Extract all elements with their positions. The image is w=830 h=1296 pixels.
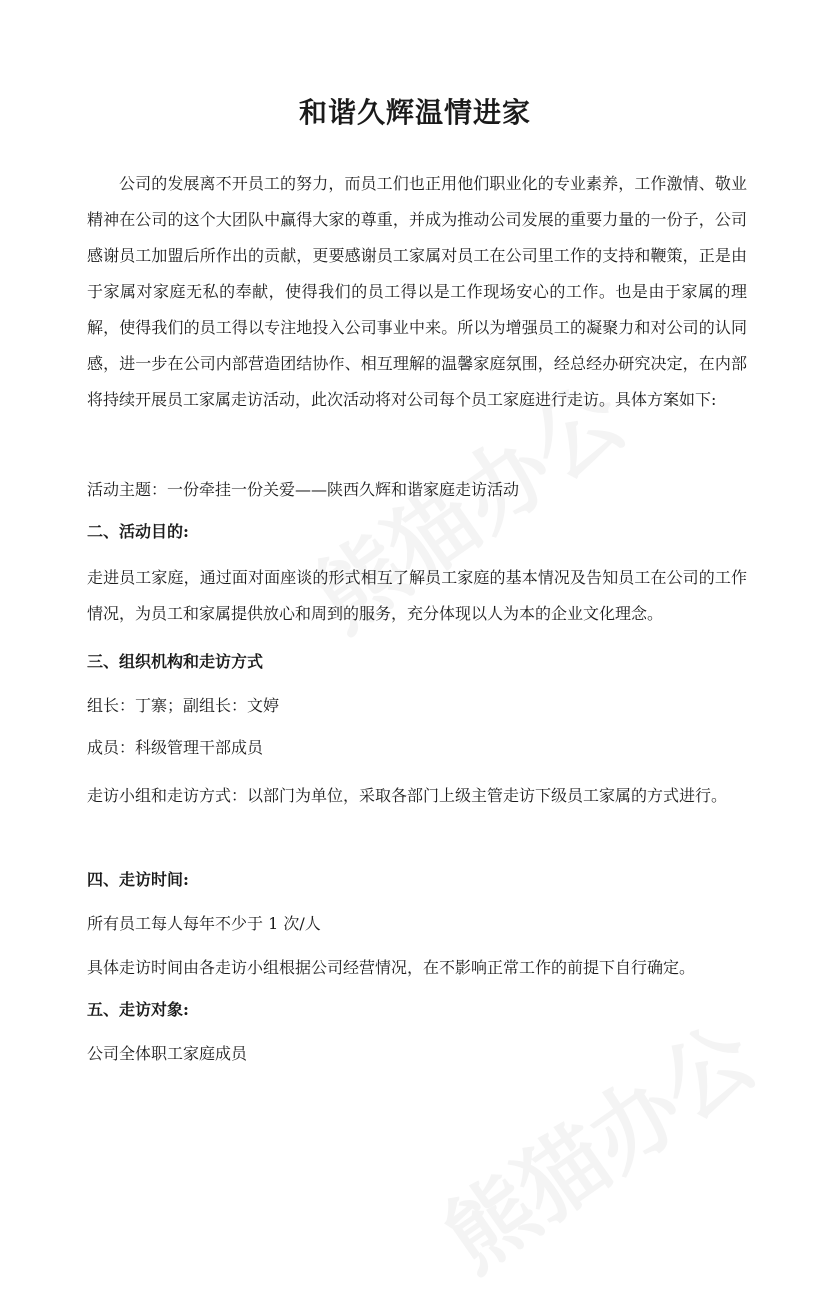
activity-theme: 活动主题：一份牵挂一份关爱——陕西久辉和谐家庭走访活动 — [87, 480, 520, 499]
section-3-leaders: 组长：丁寨；副组长：文婷 — [87, 696, 280, 715]
section-4-heading: 四、走访时间: — [87, 870, 189, 889]
watermark-logo — [416, 990, 777, 1295]
section-2-heading: 二、活动目的: — [87, 522, 189, 541]
section-2-text-content: 走进员工家庭，通过面对面座谈的形式相互了解员工家庭的基本情况及告知员工在公司的工作情况，为员工和家属提供放心和周到的服务，充分体现以人为本的企业文化理念。 — [87, 568, 747, 623]
section-3-method: 走访小组和走访方式：以部门为单位，采取各部门上级主管走访下级员工家属的方式进行。 — [87, 786, 728, 805]
section-4-schedule: 具体走访时间由各走访小组根据公司经营情况，在不影响正常工作的前提下自行确定。 — [87, 958, 696, 977]
section-3-members: 成员：科级管理干部成员 — [87, 738, 264, 757]
document-title: 和谐久辉温情进家 — [298, 96, 531, 129]
intro-paragraph: 公司的发展离不开员工的努力，而员工们也正用他们职业化的专业素养，工作激情、敬业精神在公司的这个大团队中赢得大家的尊重，并成为推动公司发展的重要力量的一份子，公司感谢员工加盟后所作出的贡献，更要感谢员工家属对员工在公司里工作的支持和鞭策，正是由于家属对家庭无私的奉献，使得我们的员工得以是工作现场安心的工作。也是由于家属的理解，使得我们的员工得以专注地投入公司事业中来。所以为增强员工的凝聚力和对公司的认同感，进一步在公司内部营造团结协作、相互理解的温馨家庭氛围，经总经办研究决定，在内部将持续开展员工家属走访活动，此次活动将对公司每个员工家庭进行走访。具体方案如下: — [87, 174, 747, 409]
section-5-heading: 五、走访对象: — [87, 1000, 189, 1019]
section-3-heading: 三、组织机构和走访方式 — [87, 652, 264, 671]
section-5-target: 公司全体职工家庭成员 — [87, 1044, 248, 1063]
section-4-frequency: 所有员工每人每年不少于 1 次/人 — [87, 914, 321, 933]
section-2-text — [87, 560, 747, 632]
